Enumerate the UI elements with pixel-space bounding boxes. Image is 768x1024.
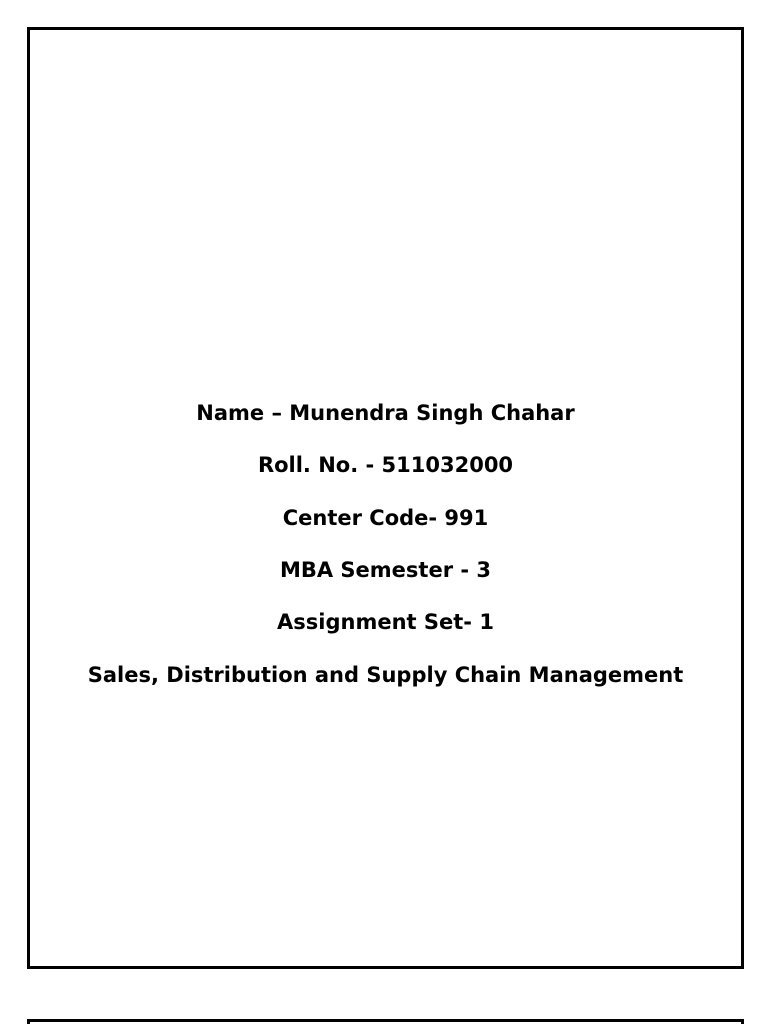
student-name: Name – Munendra Singh Chahar [196, 401, 575, 425]
center-code: Center Code- 991 [282, 506, 489, 530]
next-page [27, 1019, 744, 1024]
cover-page [27, 27, 744, 969]
assignment-set: Assignment Set- 1 [277, 610, 494, 634]
subject-title: Sales, Distribution and Supply Chain Management [87, 663, 684, 687]
roll-number: Roll. No. - 511032000 [257, 453, 514, 477]
semester: MBA Semester - 3 [279, 558, 492, 582]
